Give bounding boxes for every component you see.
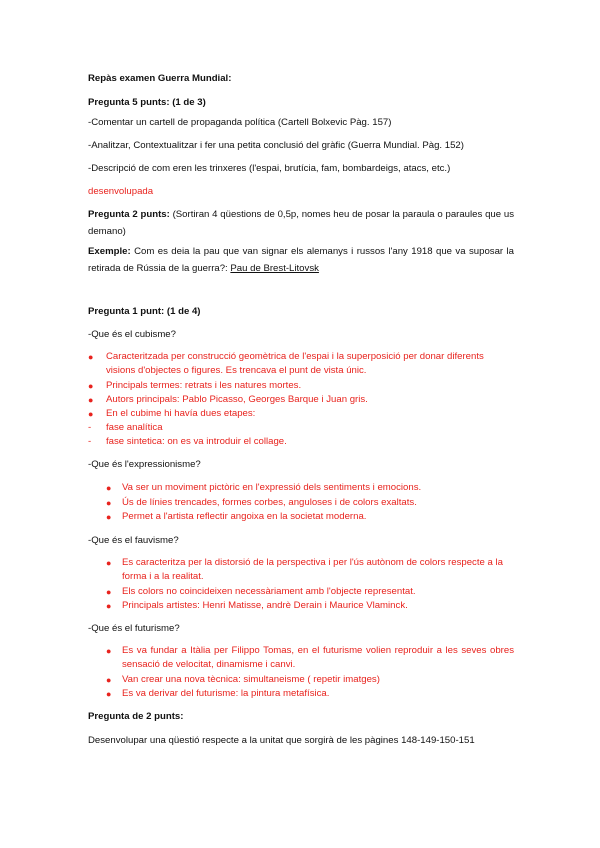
bullet-dot-icon: ●: [106, 646, 112, 656]
bullet-dot-icon: ●: [88, 381, 94, 391]
bullet-dot-icon: ●: [88, 395, 94, 405]
question-expressionisme: -Que és l'expressionisme?: [88, 459, 201, 470]
list-item: Es caracteritza per la distorsió de la perspectiva i per l'ús autònom de colors respecte a la forma i a la realitat.: [122, 557, 503, 583]
q5-item: -Analitzar, Contextualitzar i fer una petita conclusió del gràfic (Guerra Mundial. Pàg. 152): [88, 140, 464, 151]
q2b-heading: Pregunta de 2 punts:: [88, 711, 184, 722]
list-item: Els colors no coincideixen necessàriament amb l'objecte representat.: [122, 586, 416, 597]
q2b-text: Desenvolupar una qüestió respecte a la unitat que sorgirà de les pàgines 148-149-150-151: [88, 735, 475, 746]
bullet-dot-icon: ●: [88, 352, 94, 362]
q5-status: desenvolupada: [88, 186, 154, 197]
bullet-dot-icon: ●: [88, 409, 94, 419]
list-item: Principals artistes: Henri Matisse, andrè Derain i Maurice Vlaminck.: [122, 600, 408, 611]
q2a-heading-rest: (Sortiran 4 qüestions de 0,5p, nomes heu de posar la paraula o paraules que us demano): [88, 209, 514, 237]
list-item: Es va fundar a Itàlia per Filippo Tomas, en el futurisme volien reproduir a les seves obres sensació de velocitat, dinamisme i canvi.: [122, 645, 514, 671]
q2a-example-answer: Pau de Brest-Litovsk: [230, 262, 319, 274]
bullet-dot-icon: ●: [106, 483, 112, 493]
question-futurisme: -Que és el futurisme?: [88, 623, 180, 634]
list-item: Principals termes: retrats i les natures mortes.: [106, 380, 302, 391]
list-item: Van crear una nova tècnica: simultaneisme ( repetir imatges): [122, 674, 380, 685]
q2a-paragraph: [88, 207, 514, 240]
q5-item: -Comentar un cartell de propaganda política (Cartell Bolxevic Pàg. 157): [88, 117, 392, 128]
q5-heading: Pregunta 5 punts: (1 de 3): [88, 97, 206, 108]
document-title: Repàs examen Guerra Mundial:: [88, 73, 232, 84]
bullet-dot-icon: ●: [106, 512, 112, 522]
list-item: fase sintetica: on es va introduir el collage.: [106, 436, 287, 447]
q5-item: -Descripció de com eren les trinxeres (l'espai, brutícia, fam, bombardeigs, atacs, etc.): [88, 163, 451, 174]
list-item: En el cubime hi havía dues etapes:: [106, 408, 256, 419]
question-fauvisme: -Que és el fauvisme?: [88, 535, 179, 546]
list-item: Caracteritzada per construcció geomètrica de l'espai i la superposició per donar diferents visions d'objectes o figures. Es trencava el punt de vista únic.: [106, 351, 484, 377]
q1-heading: Pregunta 1 punt: (1 de 4): [88, 306, 201, 317]
q2a-heading: Pregunta 2 punts:: [88, 209, 170, 220]
bullet-dot-icon: ●: [106, 675, 112, 685]
question-cubisme: -Que és el cubisme?: [88, 329, 176, 340]
q2a-example: [88, 244, 514, 277]
bullet-dot-icon: ●: [106, 498, 112, 508]
list-item: Permet a l'artista reflectir angoixa en la societat moderna.: [122, 511, 367, 522]
bullet-dot-icon: ●: [106, 689, 112, 699]
list-item: fase analítica: [106, 422, 163, 433]
bullet-dot-icon: ●: [106, 601, 112, 611]
list-item: Va ser un moviment pictòric en l'expressió dels sentiments i emocions.: [122, 482, 422, 493]
list-item: Autors principals: Pablo Picasso, Georges Barque i Juan gris.: [106, 394, 368, 405]
q2a-example-text: Com es deia la pau que van signar els alemanys i russos l'any 1918 que va suposar la retirada de Rússia de la guerra?:: [88, 246, 514, 274]
list-item: Ús de línies trencades, formes corbes, anguloses i de colors exaltats.: [122, 497, 417, 508]
bullet-dot-icon: ●: [106, 587, 112, 597]
dash-icon: -: [88, 436, 92, 447]
list-item: Es va derivar del futurisme: la pintura metafísica.: [122, 688, 330, 699]
dash-icon: -: [88, 422, 92, 433]
q2a-example-label: Exemple:: [88, 246, 131, 257]
bullet-dot-icon: ●: [106, 558, 112, 568]
